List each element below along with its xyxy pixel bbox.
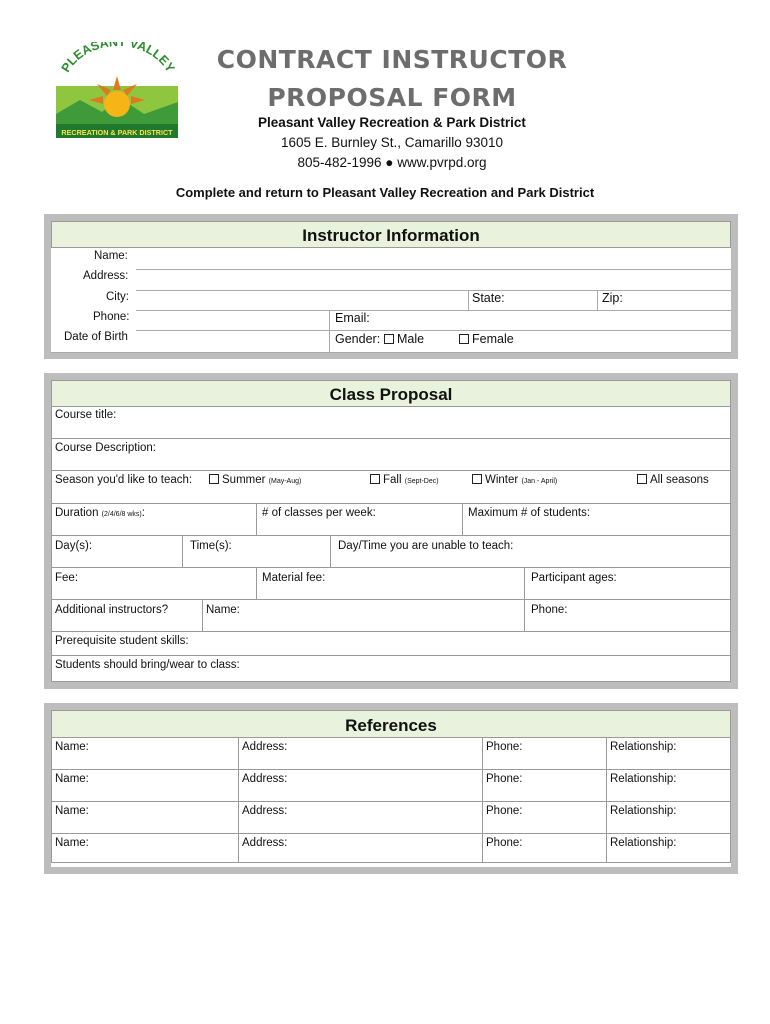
winter-checkbox[interactable] bbox=[472, 474, 482, 484]
reference-address-label: Address: bbox=[242, 837, 288, 849]
organization-name: Pleasant Valley Recreation & Park District bbox=[258, 115, 526, 130]
reference-address-field[interactable] bbox=[238, 769, 483, 802]
male-checkbox[interactable] bbox=[384, 334, 394, 344]
summer-checkbox[interactable] bbox=[209, 474, 219, 484]
course-title-field[interactable] bbox=[51, 406, 731, 439]
instructor-section bbox=[44, 214, 738, 359]
winter-option[interactable]: Winter (Jan - April) bbox=[472, 474, 557, 486]
reference-address-label: Address: bbox=[242, 741, 288, 753]
return-instructions: Complete and return to Pleasant Valley Recreation and Park District bbox=[175, 185, 595, 200]
email-label: Email: bbox=[335, 311, 370, 325]
days-field[interactable] bbox=[51, 535, 183, 568]
reference-name-field[interactable] bbox=[51, 801, 239, 834]
reference-relationship-field[interactable] bbox=[606, 833, 731, 863]
reference-name-label: Name: bbox=[55, 837, 89, 849]
classes-per-week-field[interactable] bbox=[256, 503, 463, 536]
state-label: State: bbox=[472, 291, 505, 305]
form-title-line-1: CONTRACT INSTRUCTOR bbox=[216, 45, 568, 74]
all-seasons-checkbox[interactable] bbox=[637, 474, 647, 484]
instructor-section-heading: Instructor Information bbox=[51, 221, 731, 248]
course-title-label: Course title: bbox=[55, 409, 117, 421]
organization-contact: 805-482-1996 ● www.pvrpd.org bbox=[297, 155, 487, 170]
reference-phone-label: Phone: bbox=[486, 741, 523, 753]
reference-address-label: Address: bbox=[242, 773, 288, 785]
reference-phone-label: Phone: bbox=[486, 837, 523, 849]
reference-relationship-label: Relationship: bbox=[610, 741, 677, 753]
state-field[interactable] bbox=[510, 291, 596, 310]
times-field[interactable] bbox=[182, 535, 331, 568]
dob-field[interactable] bbox=[136, 331, 328, 351]
reference-phone-field[interactable] bbox=[482, 737, 607, 770]
city-field[interactable] bbox=[136, 291, 466, 310]
fee-label: Fee: bbox=[55, 572, 79, 584]
city-label: City: bbox=[106, 291, 129, 303]
reference-address-field[interactable] bbox=[238, 833, 483, 863]
gender-label: Gender: bbox=[335, 332, 381, 346]
additional-instructors-label: Additional instructors? bbox=[55, 604, 169, 616]
fall-option[interactable]: Fall (Sept-Dec) bbox=[370, 474, 439, 486]
fee-field[interactable] bbox=[51, 567, 257, 600]
all-seasons-option[interactable]: All seasons bbox=[637, 474, 709, 486]
material-fee-field[interactable] bbox=[256, 567, 525, 600]
name-field[interactable] bbox=[136, 249, 731, 269]
reference-address-label: Address: bbox=[242, 805, 288, 817]
gender-female-option[interactable] bbox=[459, 332, 514, 346]
prerequisite-skills-field[interactable] bbox=[51, 631, 731, 656]
email-field[interactable] bbox=[374, 311, 730, 330]
svg-text:RECREATION & PARK DISTRICT: RECREATION & PARK DISTRICT bbox=[61, 128, 173, 137]
material-fee-label: Material fee: bbox=[262, 572, 326, 584]
fall-checkbox[interactable] bbox=[370, 474, 380, 484]
times-label: Time(s): bbox=[190, 540, 232, 552]
address-field[interactable] bbox=[136, 270, 731, 290]
svg-text:PLEASANT VALLEY: PLEASANT VALLEY bbox=[58, 42, 178, 75]
reference-relationship-label: Relationship: bbox=[610, 805, 677, 817]
additional-name-label: Name: bbox=[206, 604, 240, 616]
district-logo bbox=[50, 42, 184, 150]
form-title-line-2: PROPOSAL FORM bbox=[267, 83, 517, 112]
reference-relationship-field[interactable] bbox=[606, 769, 731, 802]
max-students-field[interactable] bbox=[462, 503, 731, 536]
reference-phone-field[interactable] bbox=[482, 833, 607, 863]
gender-male-option[interactable] bbox=[384, 332, 424, 346]
reference-name-label: Name: bbox=[55, 741, 89, 753]
course-description-field[interactable] bbox=[51, 438, 731, 471]
max-students-label: Maximum # of students: bbox=[468, 507, 591, 519]
season-row bbox=[51, 470, 731, 504]
references-heading: References bbox=[51, 710, 731, 738]
reference-address-field[interactable] bbox=[238, 737, 483, 770]
reference-relationship-label: Relationship: bbox=[610, 837, 677, 849]
reference-phone-label: Phone: bbox=[486, 805, 523, 817]
reference-address-field[interactable] bbox=[238, 801, 483, 834]
summer-option[interactable]: Summer (May-Aug) bbox=[209, 474, 301, 486]
unable-to-teach-label: Day/Time you are unable to teach: bbox=[338, 540, 514, 552]
reference-name-label: Name: bbox=[55, 805, 89, 817]
zip-label: Zip: bbox=[602, 291, 623, 305]
class-proposal-section bbox=[44, 373, 738, 689]
days-label: Day(s): bbox=[55, 540, 93, 552]
unable-to-teach-field[interactable] bbox=[330, 535, 731, 568]
female-label: Female bbox=[472, 332, 514, 346]
duration-label: Duration (2/4/6/8 wks): bbox=[55, 507, 145, 519]
additional-phone-label: Phone: bbox=[531, 604, 568, 616]
phone-label: Phone: bbox=[93, 311, 130, 323]
reference-name-field[interactable] bbox=[51, 769, 239, 802]
prerequisite-skills-label: Prerequisite student skills: bbox=[55, 635, 189, 647]
male-label: Male bbox=[397, 332, 425, 346]
organization-address: 1605 E. Burnley St., Camarillo 93010 bbox=[280, 135, 504, 150]
phone-field[interactable] bbox=[136, 311, 328, 330]
additional-name-field[interactable] bbox=[202, 599, 525, 632]
reference-phone-label: Phone: bbox=[486, 773, 523, 785]
reference-name-label: Name: bbox=[55, 773, 89, 785]
reference-relationship-label: Relationship: bbox=[610, 773, 677, 785]
class-proposal-heading: Class Proposal bbox=[51, 380, 731, 407]
reference-phone-field[interactable] bbox=[482, 801, 607, 834]
reference-relationship-field[interactable] bbox=[606, 801, 731, 834]
participant-ages-label: Participant ages: bbox=[531, 572, 617, 584]
dob-label: Date of Birth bbox=[64, 331, 128, 343]
female-checkbox[interactable] bbox=[459, 334, 469, 344]
duration-field[interactable] bbox=[51, 503, 257, 536]
classes-per-week-label: # of classes per week: bbox=[262, 507, 376, 519]
participant-ages-field[interactable] bbox=[524, 567, 731, 600]
reference-name-field[interactable] bbox=[51, 833, 239, 863]
additional-instructors-field[interactable] bbox=[51, 599, 203, 632]
address-label: Address: bbox=[83, 270, 129, 282]
zip-field[interactable] bbox=[624, 291, 730, 310]
reference-phone-field[interactable] bbox=[482, 769, 607, 802]
references-section bbox=[44, 703, 738, 874]
additional-phone-field[interactable] bbox=[524, 599, 731, 632]
students-bring-label: Students should bring/wear to class: bbox=[55, 659, 240, 671]
reference-name-field[interactable] bbox=[51, 737, 239, 770]
students-bring-field[interactable] bbox=[51, 655, 731, 682]
name-label: Name: bbox=[94, 250, 128, 262]
season-label: Season you'd like to teach: bbox=[55, 474, 193, 486]
reference-relationship-field[interactable] bbox=[606, 737, 731, 770]
course-description-label: Course Description: bbox=[55, 442, 156, 454]
